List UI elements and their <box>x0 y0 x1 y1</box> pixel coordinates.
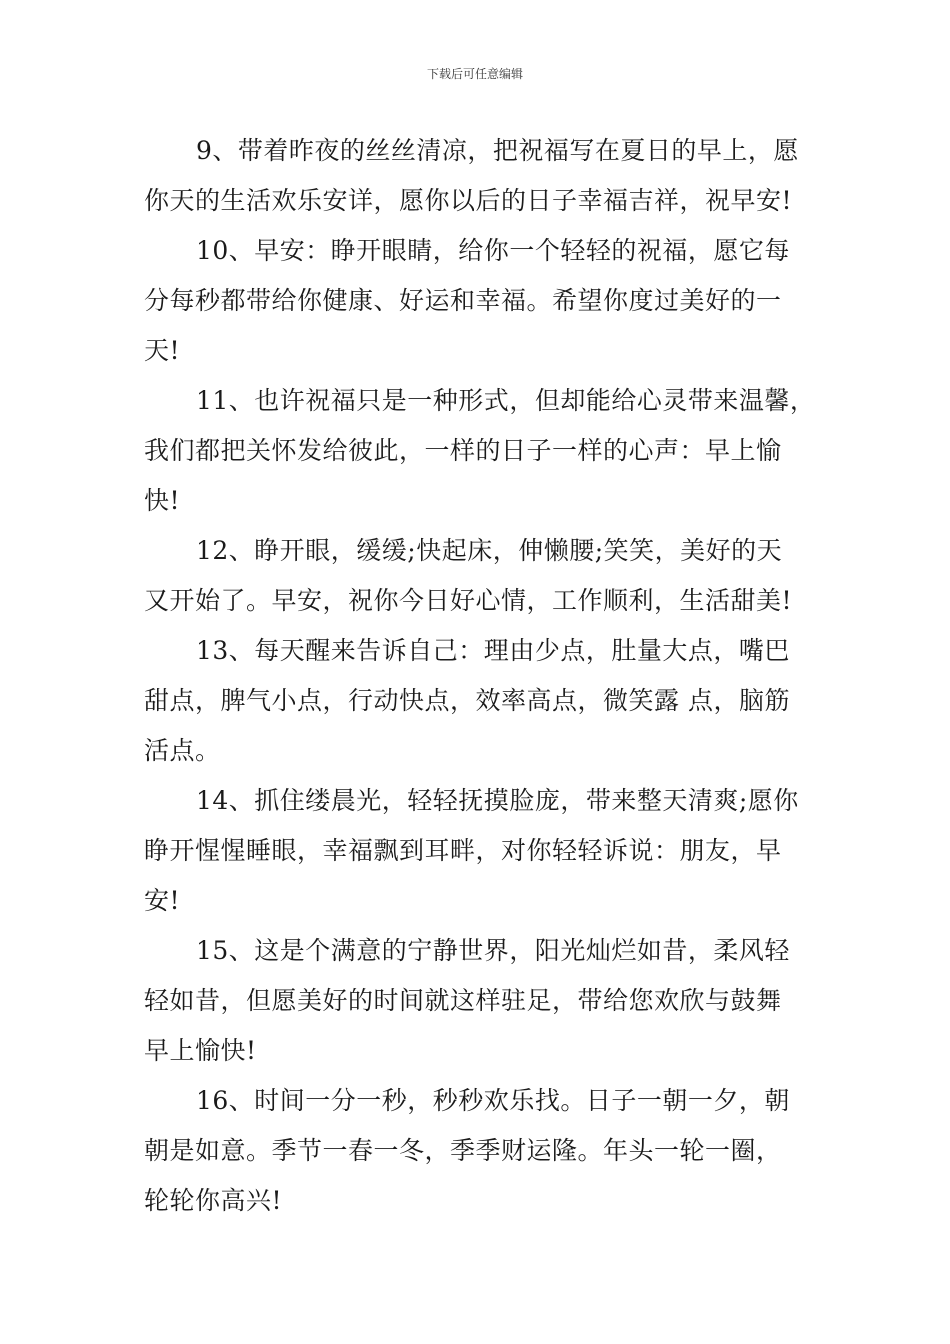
paragraph-line: 12、睁开眼，缓缓;快起床，伸懒腰;笑笑，美好的天 <box>196 536 783 565</box>
paragraph-line: 朝是如意。季节一春一冬，季季财运隆。年头一轮一圈， <box>144 1136 782 1165</box>
paragraph-line: 活点。 <box>144 736 221 765</box>
page-header-note: 下载后可任意编辑 <box>426 67 523 81</box>
document-body <box>144 126 816 1226</box>
paragraph-line: 早上愉快! <box>144 1036 257 1065</box>
paragraph-13 <box>144 626 809 776</box>
paragraph-line: 16、时间一分一秒，秒秒欢乐找。日子一朝一夕，朝 <box>196 1086 790 1115</box>
paragraph-12 <box>144 526 809 626</box>
paragraph-line: 我们都把关怀发给彼此，一样的日子一样的心声：早上愉 <box>144 436 782 465</box>
paragraph-11 <box>144 376 816 526</box>
paragraph-line: 轻如昔，但愿美好的时间就这样驻足，带给您欢欣与鼓舞 <box>144 986 782 1015</box>
paragraph-14 <box>144 776 809 926</box>
paragraph-line: 快! <box>144 486 181 515</box>
paragraph-line: 分每秒都带给你健康、好运和幸福。希望你度过美好的一 <box>144 286 782 315</box>
paragraph-line: 你天的生活欢乐安详，愿你以后的日子幸福吉祥，祝早安! <box>144 186 793 215</box>
paragraph-line: 13、每天醒来告诉自己：理由少点，肚量大点，嘴巴 <box>196 636 790 665</box>
paragraph-9 <box>144 126 809 226</box>
paragraph-16 <box>144 1076 809 1226</box>
paragraph-15 <box>144 926 809 1076</box>
paragraph-line: 又开始了。早安，祝你今日好心情，工作顺利，生活甜美! <box>144 586 793 615</box>
paragraph-10 <box>144 226 809 376</box>
paragraph-line: 9、带着昨夜的丝丝清凉，把祝福写在夏日的早上，愿 <box>196 136 799 165</box>
paragraph-line: 天! <box>144 336 181 365</box>
paragraph-line: 睁开惺惺睡眼，幸福飘到耳畔，对你轻轻诉说：朋友，早 <box>144 836 782 865</box>
paragraph-line: 甜点，脾气小点，行动快点，效率高点，微笑露 点，脑筋 <box>144 686 790 715</box>
paragraph-line: 轮轮你高兴! <box>144 1186 283 1215</box>
paragraph-line: 10、早安：睁开眼睛，给你一个轻轻的祝福，愿它每 <box>196 236 790 265</box>
paragraph-line: 14、抓住缕晨光，轻轻抚摸脸庞，带来整天清爽;愿你 <box>196 786 799 815</box>
paragraph-line: 安! <box>144 886 181 915</box>
paragraph-line: 15、这是个满意的宁静世界，阳光灿烂如昔，柔风轻 <box>196 936 790 965</box>
paragraph-line: 11、也许祝福只是一种形式，但却能给心灵带来温馨， <box>196 386 816 415</box>
